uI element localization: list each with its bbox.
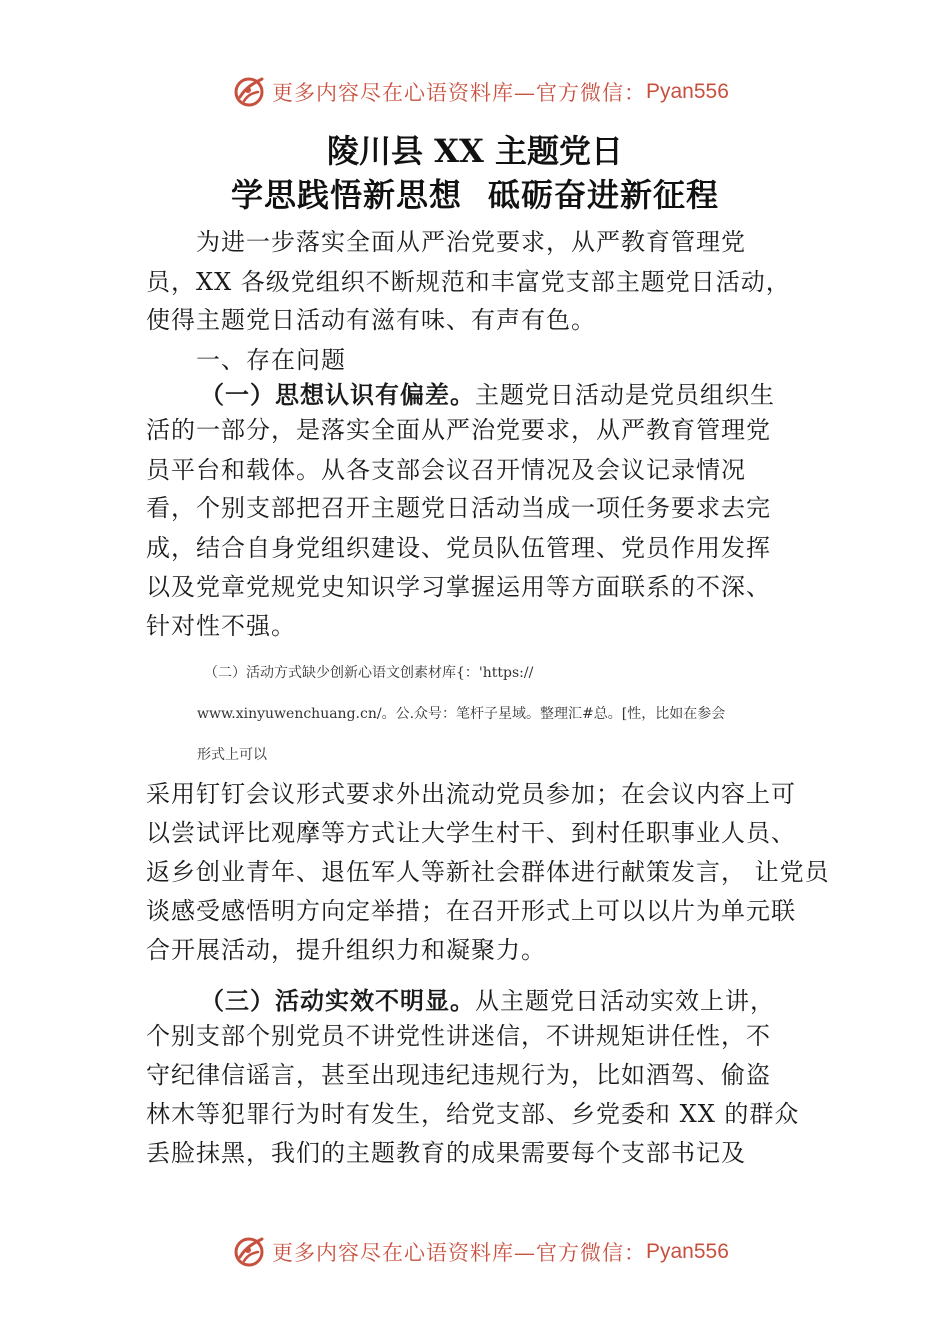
issue3-line-4: 林木等犯罪行为时有发生，给党支部、乡党委和 XX 的群众 [146,1100,800,1128]
issue1-line-2: 活的一部分，是落实全面从严治党要求，从严教育管理党 [146,416,771,444]
issue3-line-1: （三）活动实效不明显。从主题党日活动实效上讲， [200,987,775,1015]
doc-title-line2 [0,170,950,216]
doc-title-line2-part1: 学思践悟新思想 [230,176,462,214]
issue2-small-line-3: 形式上可以 [197,747,267,763]
intro-line-2: 员，XX 各级党组织不断规范和丰富党支部主题党日活动， [146,268,791,296]
section-heading: 一、存在问题 [196,346,346,374]
issue3-line-2: 个别支部个别党员不讲党性讲迷信，不讲规矩讲任性，不 [146,1022,771,1050]
calligraphy-seal-icon [232,75,266,109]
issue3-line-3: 守纪律信谣言，甚至出现违纪违规行为，比如酒驾、偷盗 [146,1061,771,1089]
calligraphy-seal-icon [232,1235,266,1269]
intro-line-3: 使得主题党日活动有滋有味、有声有色。 [146,306,596,334]
issue2-line-5: 合开展活动，提升组织力和凝聚力。 [146,936,546,964]
issue2-line-4: 谈感受感悟明方向定举措；在召开形式上可以以片为单元联 [146,897,796,925]
issue1-line-7: 针对性不强。 [146,612,296,640]
issue1-line-6: 以及党章党规党史知识学习掌握运用等方面联系的不深、 [146,573,771,601]
issue2-small-line-2: www.xinyuwenchuang.cn/。公.众号：笔杆子星域。整理汇#总。[性，比如在参会 [197,706,726,722]
issue1-line-1: （一）思想认识有偏差。主题党日活动是党员组织生 [200,381,775,409]
doc-title-line1: 陵川县 XX 主题党日 [327,132,623,170]
doc-title-line2-part2: 砥砺奋进新征程 [488,176,720,214]
issue1-line-5: 成，结合自身党组织建设、党员队伍管理、党员作用发挥 [146,534,771,562]
footer-banner-handle: Pyan556 [646,1240,729,1263]
footer-banner [232,1234,729,1270]
issue3-line-5: 丢脸抹黑，我们的主题教育的成果需要每个支部书记及 [146,1139,746,1167]
issue3-label: （三）活动实效不明显。 [200,987,475,1015]
footer-banner-text: 更多内容尽在心语资料库—官方微信： [272,1241,646,1265]
issue2-line-3: 返乡创业青年、退伍军人等新社会群体进行献策发言， 让党员 [146,858,830,886]
header-banner-text: 更多内容尽在心语资料库—官方微信： [272,81,646,105]
header-banner-handle: Pyan556 [646,80,729,103]
intro-line-1: 为进一步落实全面从严治党要求，从严教育管理党 [196,228,746,256]
issue2-line-2: 以尝试评比观摩等方式让大学生村干、到村任职事业人员、 [146,819,796,847]
issue1-label: （一）思想认识有偏差。 [200,381,475,409]
issue1-line-3: 员平台和载体。从各支部会议召开情况及会议记录情况 [146,456,746,484]
header-banner [232,74,729,110]
issue2-line-1: 采用钉钉会议形式要求外出流动党员参加；在会议内容上可 [146,780,796,808]
issue2-small-line-1: （二）活动方式缺少创新心语文创素材库{：'https:// [204,665,534,681]
issue1-line-4: 看，个别支部把召开主题党日活动当成一项任务要求去完 [146,494,771,522]
